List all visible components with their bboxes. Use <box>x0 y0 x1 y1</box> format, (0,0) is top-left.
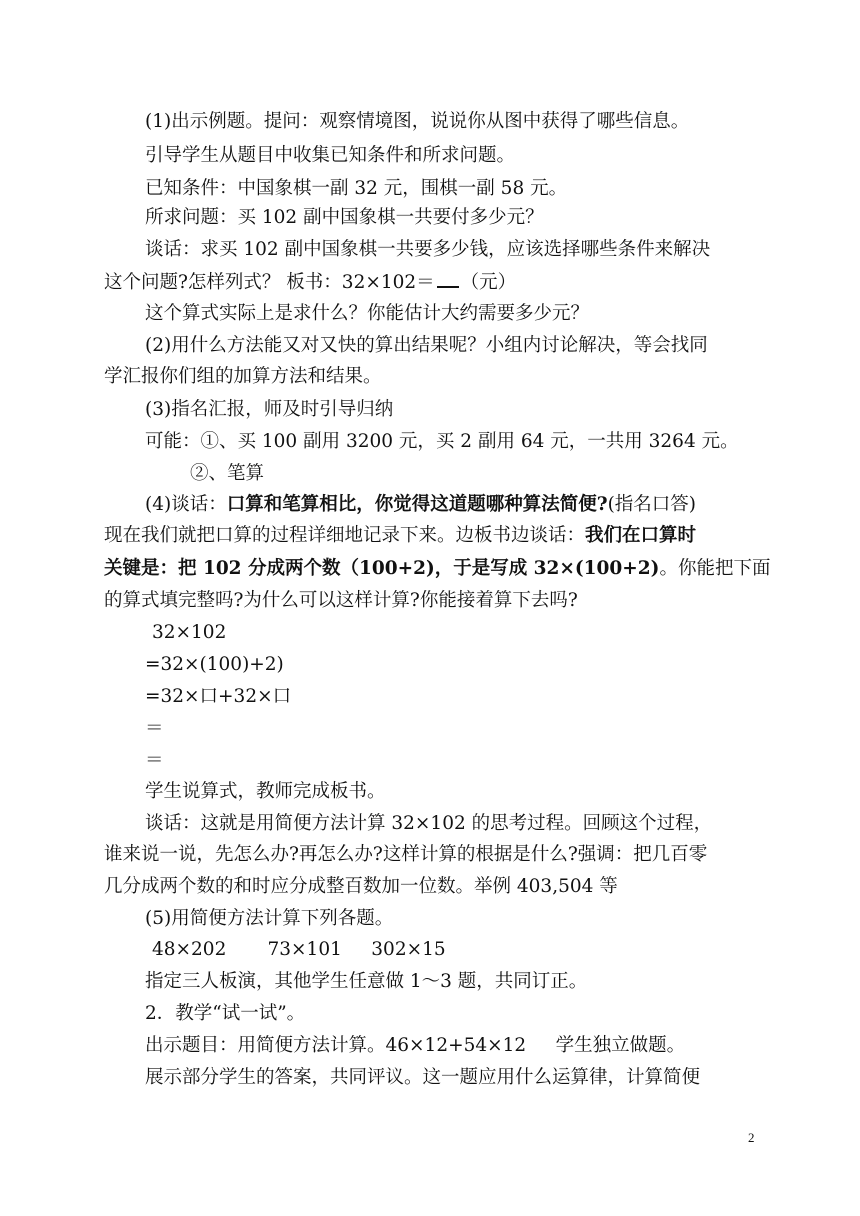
equation-line: ＝ <box>145 718 164 739</box>
paragraph-line: 谈话：求买 102 副中国象棋一共要多少钱，应该选择哪些条件来解决 <box>145 239 711 260</box>
bold-text: 关键是：把 102 分成两个数（100+2)，于是写成 32×(100+2) <box>104 558 660 579</box>
paragraph-line: 可能：①、买 100 副用 3200 元，买 2 副用 64 元，一共用 3264 元。 <box>145 431 739 452</box>
equation-line: =32×(100)+2) <box>145 654 284 675</box>
paragraph-line <box>145 492 696 518</box>
equation-line: =32×口+32×口 <box>145 686 292 707</box>
paragraph-line: (5)用简便方法计算下列各题。 <box>145 908 394 929</box>
answer-blank <box>437 268 459 288</box>
paragraph-line: 已知条件：中国象棋一副 32 元，围棋一副 58 元。 <box>145 178 568 199</box>
paragraph-line: 所求问题：买 102 副中国象棋一共要付多少元？ <box>145 207 544 228</box>
exercise-line: 48×202 73×101 302×15 <box>152 939 446 960</box>
paragraph-line <box>104 268 516 296</box>
paragraph-line: 学汇报你们组的加算方法和结果。 <box>104 366 382 387</box>
paragraph-line: 的算式填完整吗?为什么可以这样计算?你能接着算下去吗? <box>104 590 578 611</box>
paragraph-line: 这个算式实际上是求什么？你能估计大约需要多少元？ <box>145 303 590 324</box>
paragraph-line: (2)用什么方法能又对又快的算出结果呢？小组内讨论解决，等会找同 <box>145 335 708 356</box>
paragraph-line: 几分成两个数的和时应分成整百数加一位数。举例 403,504 等 <box>104 876 618 897</box>
bold-text: 我们在口算时 <box>585 525 697 546</box>
paragraph-line: 引导学生从题目中收集已知条件和所求问题。 <box>145 145 516 166</box>
page-number: 2 <box>748 1130 755 1145</box>
line-text: (4)谈话： <box>145 494 227 515</box>
bold-text: 口算和笔算相比，你觉得这道题哪种算法简便? <box>226 494 608 515</box>
line-text: 这个问题?怎样列式？ 板书：32×102＝ <box>104 272 435 293</box>
line-text: 。你能把下面 <box>659 558 771 579</box>
paragraph-line: ②、笔算 <box>190 463 265 484</box>
paragraph-line <box>104 523 696 549</box>
paragraph-line: 谁来说一说，先怎么办?再怎么办?这样计算的根据是什么?强调：把几百零 <box>104 844 708 865</box>
paragraph-line: 指定三人板演，其他学生任意做 1～3 题，共同订正。 <box>145 971 588 992</box>
paragraph-line: 展示部分学生的答案，共同评议。这一题应用什么运算律，计算简便 <box>145 1067 701 1088</box>
paragraph-line <box>104 556 770 582</box>
paragraph-line: (1)出示例题。提问：观察情境图，说说你从图中获得了哪些信息。 <box>145 111 690 132</box>
paragraph-line: (3)指名汇报，师及时引导归纳 <box>145 399 394 420</box>
line-text: 现在我们就把口算的过程详细地记录下来。边板书边谈话： <box>104 525 586 546</box>
equation-line: ＝ <box>145 750 164 771</box>
equation-line: 32×102 <box>152 622 227 643</box>
section-heading: 2．教学“试一试”。 <box>145 1003 306 1024</box>
paragraph-line: 出示题目：用简便方法计算。46×12+54×12 学生独立做题。 <box>145 1035 686 1056</box>
line-text: (指名口答) <box>607 494 696 515</box>
paragraph-line: 学生说算式，教师完成板书。 <box>145 781 386 802</box>
unit-text: （元） <box>460 272 517 293</box>
paragraph-line: 谈话：这就是用简便方法计算 32×102 的思考过程。回顾这个过程， <box>145 813 713 834</box>
